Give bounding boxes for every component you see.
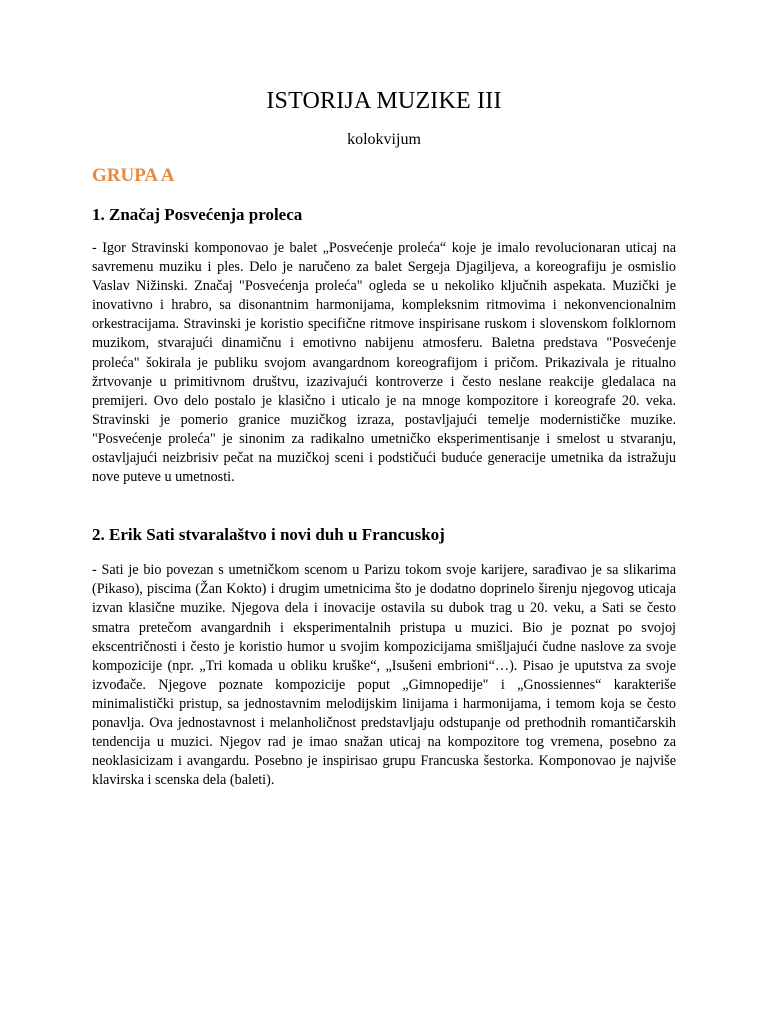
section-heading-2: 2. Erik Sati stvaralaštvo i novi duh u Francuskoj <box>92 525 445 545</box>
section-body-2: - Sati je bio povezan s umetničkom scenom u Parizu tokom svoje karijere, sarađivao je sa slikarima (Pikaso), piscima (Žan Kokto) i drugim umetnicima što je dodatno doprinelo širenju njegovog uticaja izvan klasične muzike. Njegova dela i inovacije ostavila su dubok trag u 20. veku, a Sati se često smatra pretečom avangardnih i eksperimentalnih pristupa u muzici. Bio je poznat po svojoj ekscentričnosti i često je koristio humor u svojim kompozicijama smišljajući čudne naslove za svoje kompozicije (npr. „Tri komada u obliku kruške“, „Isušeni embrioni“…). Pisao je uputstva za svoje izvođače. Njegove poznate kompozicije poput „Gimnopedije" i „Gnossiennes“ karakteriše minimalistički pristup, sa jednostavnim melodijskim linijama i harmonijama, i temom koja se često ponavlja. Ova jednostavnost i melanholičnost predstavljaju odstupanje od prethodnih romantičarskih tendencija u muzici. Njegov rad je imao snažan uticaj na kompozitore tog vremena, posebno za neoklasicizam i avangardu. Posebno je inspirisao grupu Francuska šestorka. Komponovao je najviše klavirska i scenska dela (baleti). <box>92 562 676 789</box>
section-body-1: - Igor Stravinski komponovao je balet „Posvećenje proleća“ koje je imalo revolucionaran uticaj na savremenu muziku i ples. Delo je naručeno za balet Sergeja Djagiljeva, a koreografiju je osmislio Vaslav Nižinski. Značaj "Posvećenja proleća" ogleda se u nekoliko ključnih aspekata. Muzički je inovativno i hrabro, sa disonantnim harmonijama, kompleksnim ritmovima i nekonvencionalnim orkestracijama. Stravinski je koristio specifične ritmove inspirisane ruskom i slovenskom folklornom muzikom, stvarajući dinamičnu i emotivno nabijenu atmosferu. Baletna predstava "Posvećenje proleća" šokirala je publiku svojom avangardnom koreografijom i pričom. Prikazivala je ritualno žrtvovanje u primitivnom društvu, izazivajući kontroverze i često neslane reakcije gledalaca na premijeri. Ovo delo postalo je klasično i uticalo je na mnoge kompozitore i koreografe 20. veka. Stravinski je pomerio granice muzičkog izraza, postavljajući temelje modernističke muzike. "Posvećenje proleća" je sinonim za radikalno umetničko eksperimentisanje i smelost u stvaranju, ostavljajući neizbrisiv pečat na muzičkoj sceni i podstičući buduće generacije umetnika da istražuju nove puteve u umetnosti. <box>92 240 676 486</box>
section-heading-1: 1. Značaj Posvećenja proleca <box>92 205 303 224</box>
group-heading: GRUPA A <box>92 165 175 186</box>
document-title: ISTORIJA MUZIKE III <box>266 88 502 114</box>
document-subtitle: kolokvijum <box>347 131 421 148</box>
